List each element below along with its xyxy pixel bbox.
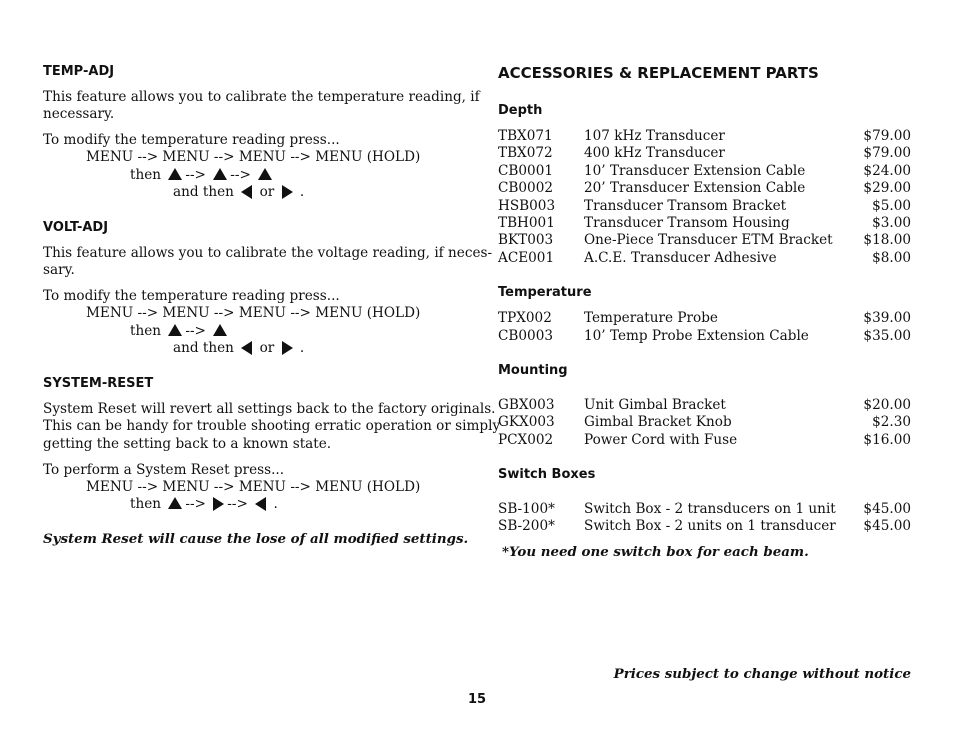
triangle-left-icon [241, 185, 252, 199]
part-row [498, 232, 911, 249]
temp-adj-then-line [130, 167, 275, 184]
accessories-title: ACCESSORIES & REPLACEMENT PARTS [498, 64, 819, 82]
switch-box-footnote: *You need one switch box for each beam. [502, 544, 809, 560]
section-heading-switch-boxes: Switch Boxes [498, 467, 596, 482]
temp-adj-and-then-line [173, 184, 304, 201]
part-price: $24.00 [863, 163, 911, 179]
triangle-left-icon [241, 341, 252, 355]
prices-note: Prices subject to change without notice [613, 666, 911, 682]
volt-adj-desc-line-1: This feature allows you to calibrate the voltage reading, if neces- [43, 245, 493, 261]
part-desc: 400 kHz Transducer [584, 145, 725, 161]
and-then-label: and then [173, 184, 234, 200]
part-price: $45.00 [863, 518, 911, 534]
or-label: or [259, 340, 275, 356]
part-desc: Transducer Transom Bracket [584, 198, 787, 214]
part-code: ACE001 [498, 250, 555, 266]
system-reset-desc-line-2: This can be handy for trouble shooting erratic operation or simply [43, 418, 501, 434]
part-code: TBX071 [498, 128, 553, 144]
system-reset-heading: SYSTEM-RESET [43, 376, 154, 391]
part-row [498, 145, 911, 162]
part-price: $79.00 [863, 128, 911, 144]
part-desc: Unit Gimbal Bracket [584, 397, 726, 413]
part-row [498, 128, 911, 145]
system-reset-warning: System Reset will cause the lose of all modified settings. [43, 531, 469, 547]
part-code: GBX003 [498, 397, 555, 413]
part-price: $39.00 [863, 310, 911, 326]
volt-adj-then-line [130, 323, 230, 340]
temp-adj-instruction: To modify the temperature reading press... [43, 132, 340, 148]
section-heading-depth: Depth [498, 103, 543, 118]
part-code: GKX003 [498, 414, 555, 430]
and-then-label: and then [173, 340, 234, 356]
part-price: $29.00 [863, 180, 911, 196]
part-code: CB0002 [498, 180, 553, 196]
volt-adj-menu-sequence: MENU --> MENU --> MENU --> MENU (HOLD) [86, 305, 421, 321]
volt-adj-and-then-line [173, 340, 304, 357]
part-price: $20.00 [863, 397, 911, 413]
part-row [498, 180, 911, 197]
part-code: BKT003 [498, 232, 554, 248]
then-label: then [130, 496, 162, 512]
part-code: SB-200* [498, 518, 555, 534]
volt-adj-heading: VOLT-ADJ [43, 220, 109, 235]
part-code: PCX002 [498, 432, 554, 448]
part-price: $35.00 [863, 328, 911, 344]
triangle-up-icon [213, 324, 227, 336]
part-price: $5.00 [872, 198, 911, 214]
or-label: or [259, 184, 275, 200]
then-label: then [130, 323, 162, 339]
temp-adj-desc-line-1: This feature allows you to calibrate the temperature reading, if [43, 89, 480, 105]
part-desc: 20’ Transducer Extension Cable [584, 180, 806, 196]
part-price: $79.00 [863, 145, 911, 161]
system-reset-desc-line-3: getting the setting back to a known state. [43, 436, 332, 452]
part-desc: Gimbal Bracket Knob [584, 414, 732, 430]
part-row [498, 414, 911, 431]
triangle-up-icon [213, 168, 227, 180]
arrow-text: --> [227, 496, 248, 512]
volt-adj-instruction: To modify the temperature reading press... [43, 288, 340, 304]
part-code: TBX072 [498, 145, 553, 161]
period: . [273, 496, 278, 512]
arrow-text: --> [185, 323, 206, 339]
part-code: TBH001 [498, 215, 555, 231]
triangle-left-icon [255, 497, 266, 511]
part-desc: 10’ Transducer Extension Cable [584, 163, 806, 179]
part-desc: Switch Box - 2 units on 1 transducer [584, 518, 836, 534]
period: . [299, 184, 305, 200]
temp-adj-desc-line-2: necessary. [43, 106, 115, 122]
system-reset-instruction: To perform a System Reset press... [43, 462, 285, 478]
part-row [498, 518, 911, 535]
part-desc: Temperature Probe [584, 310, 718, 326]
part-row [498, 501, 911, 518]
then-label: then [130, 167, 162, 183]
part-price: $18.00 [863, 232, 911, 248]
part-desc: Power Cord with Fuse [584, 432, 738, 448]
part-desc: A.C.E. Transducer Adhesive [584, 250, 777, 266]
part-row [498, 198, 911, 215]
part-desc: Switch Box - 2 transducers on 1 unit [584, 501, 836, 517]
part-price: $8.00 [872, 250, 911, 266]
part-price: $45.00 [863, 501, 911, 517]
section-heading-temperature: Temperature [498, 285, 592, 300]
part-price: $16.00 [863, 432, 911, 448]
page-number: 15 [467, 692, 487, 707]
temp-adj-heading: TEMP-ADJ [43, 64, 115, 79]
period: . [299, 340, 305, 356]
system-reset-then-line [130, 496, 278, 513]
part-desc: 107 kHz Transducer [584, 128, 725, 144]
triangle-right-icon [282, 341, 293, 355]
arrow-text: --> [185, 496, 206, 512]
triangle-up-icon [168, 324, 182, 336]
part-price: $2.30 [872, 414, 911, 430]
part-desc: One-Piece Transducer ETM Bracket [584, 232, 833, 248]
part-row [498, 250, 911, 267]
section-heading-mounting: Mounting [498, 363, 568, 378]
part-code: CB0001 [498, 163, 553, 179]
part-code: HSB003 [498, 198, 556, 214]
triangle-up-icon [258, 168, 272, 180]
part-code: CB0003 [498, 328, 553, 344]
part-row [498, 397, 911, 414]
part-code: TPX002 [498, 310, 552, 326]
part-row [498, 310, 911, 327]
triangle-right-icon [282, 185, 293, 199]
part-row [498, 215, 911, 232]
part-row [498, 163, 911, 180]
system-reset-desc-line-1: System Reset will revert all settings back to the factory originals. [43, 401, 496, 417]
part-price: $3.00 [872, 215, 911, 231]
system-reset-menu-sequence: MENU --> MENU --> MENU --> MENU (HOLD) [86, 479, 421, 495]
volt-adj-desc-line-2: sary. [43, 262, 75, 278]
temp-adj-menu-sequence: MENU --> MENU --> MENU --> MENU (HOLD) [86, 149, 421, 165]
arrow-text: --> [185, 167, 206, 183]
part-row [498, 328, 911, 345]
part-row [498, 432, 911, 449]
triangle-up-icon [168, 168, 182, 180]
part-desc: 10’ Temp Probe Extension Cable [584, 328, 809, 344]
part-code: SB-100* [498, 501, 555, 517]
triangle-right-icon [213, 497, 224, 511]
arrow-text: --> [230, 167, 251, 183]
triangle-up-icon [168, 497, 182, 509]
part-desc: Transducer Transom Housing [584, 215, 790, 231]
